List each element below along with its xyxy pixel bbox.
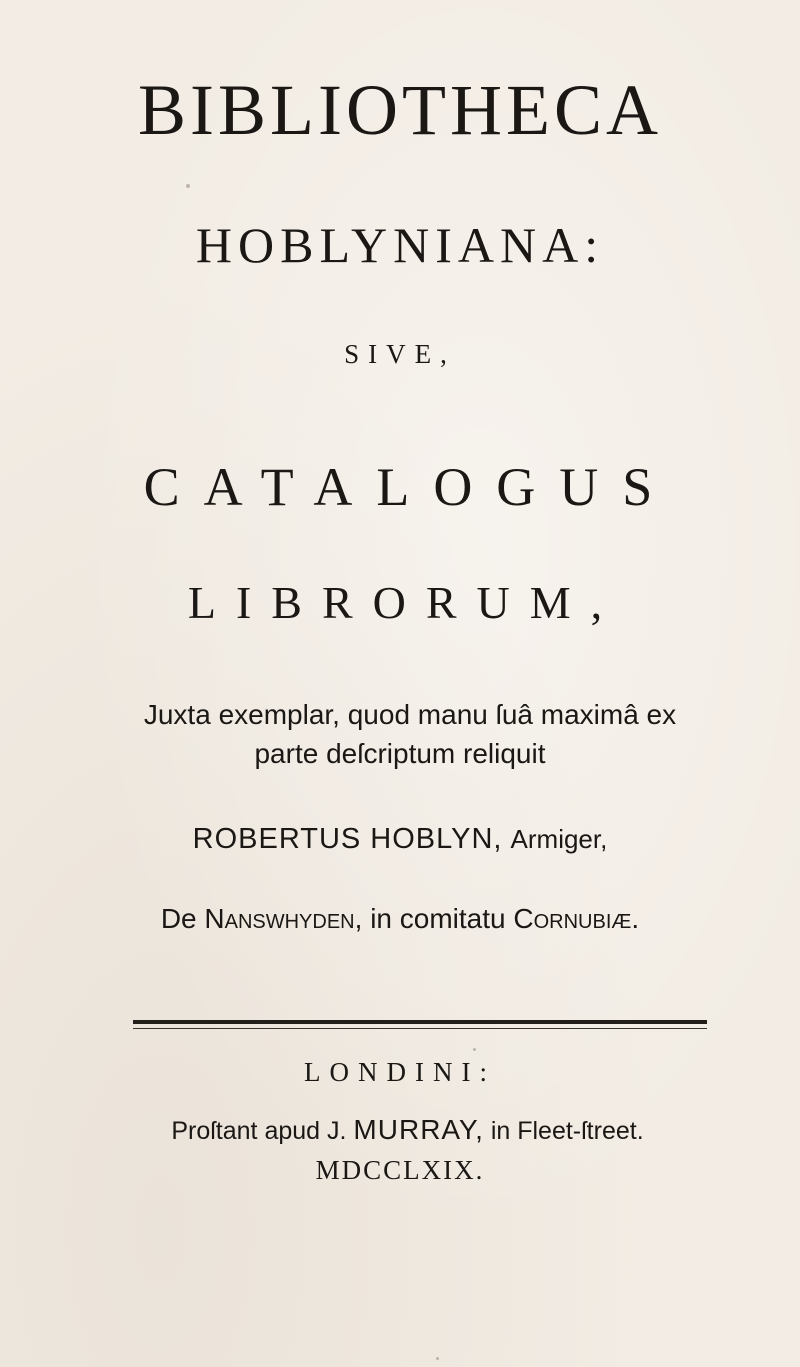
imprint-city: LONDINI: (304, 1057, 496, 1087)
paper-speck (436, 1357, 439, 1360)
divider-thick (133, 1020, 707, 1024)
imprint-printer: MURRAY, (353, 1114, 484, 1145)
author-title: Armiger, (510, 824, 608, 854)
catalogus-heading: CATALOGUS (143, 457, 677, 517)
origin-place: Nanswhyden, (204, 903, 363, 934)
origin-county: Cornubiæ. (513, 903, 640, 934)
imprint-suffix: in Fleet-ſtreet. (490, 1117, 644, 1145)
title-bibliotheca: BIBLIOTHECA (138, 70, 662, 150)
sive-label: SIVE, (344, 339, 456, 369)
imprint-line (0, 1113, 800, 1148)
imprint-date: MDCCLXIX. (315, 1155, 485, 1185)
origin-line (0, 900, 800, 938)
description-line-2: parte deſcriptum reliquit (254, 738, 546, 769)
title-hoblyniana: HOBLYNIANA: (195, 217, 605, 273)
librorum-heading: LIBRORUM, (187, 577, 623, 628)
imprint-prefix: Proſtant apud J. (171, 1117, 347, 1145)
origin-middle: in comitatu (370, 903, 506, 934)
origin-prefix: De (160, 903, 197, 934)
author-line (0, 820, 800, 858)
author-name: ROBERTUS HOBLYN, (192, 823, 503, 855)
description-line-1: Juxta exemplar, quod manu ſuâ maximâ ex (143, 699, 677, 730)
paper-speck (186, 184, 190, 188)
divider-thin (133, 1028, 707, 1029)
paper-speck (473, 1048, 476, 1051)
